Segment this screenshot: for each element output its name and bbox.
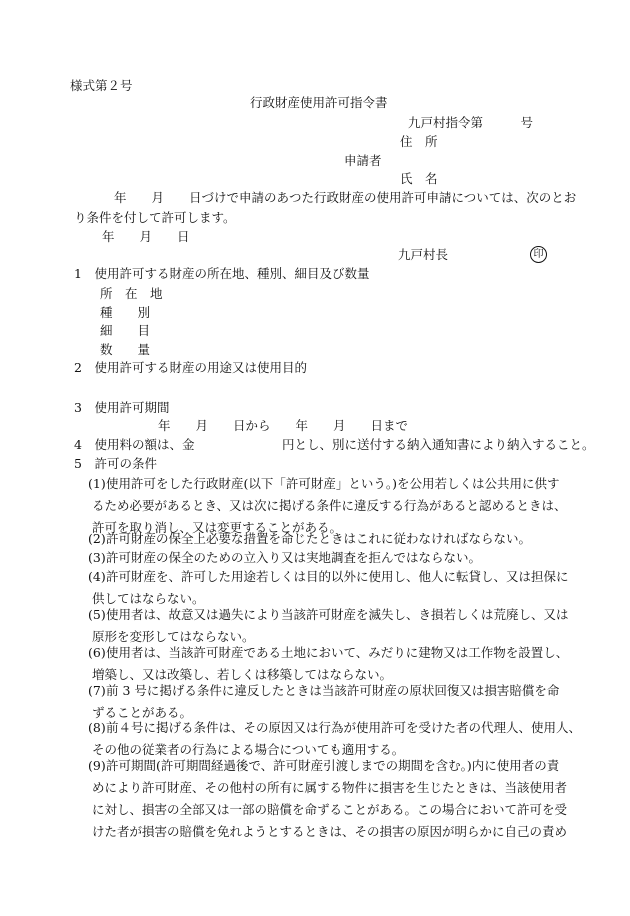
document-title: 行政財産使用許可指令書 xyxy=(250,95,388,110)
condition-line: けた者が損害の賠償を免れようとするときは、その損害の原因が明らかに自己の責め xyxy=(92,824,568,839)
section-1-heading: 1 使用許可する財産の所在地、種別、細目及び数量 xyxy=(74,266,370,281)
condition-line: 原形を変形してはならない。 xyxy=(92,629,255,644)
name-label: 氏 名 xyxy=(400,171,438,186)
section-2-heading: 2 使用許可する財産の用途又は使用目的 xyxy=(74,360,307,375)
condition-line: 許可財産の保全上必要な措置を命じたときはこれに従わなければならない。 xyxy=(106,531,532,546)
item-type: 種 別 xyxy=(100,305,151,320)
intro-line-2: り条件を付して許可します。 xyxy=(74,210,236,225)
permit-period: 年 月 日から 年 月 日まで xyxy=(158,418,409,433)
condition-line: 使用者は、故意又は過失により当該許可財産を滅失し、き損若しくは荒廃し、又は xyxy=(106,607,569,622)
condition-line: るため必要があるとき、又は次に掲げる条件に違反する行為があると認めるときは、 xyxy=(92,498,567,513)
issue-date: 年 月 日 xyxy=(102,229,190,244)
condition-number: (6) xyxy=(88,645,106,660)
address-label: 住 所 xyxy=(400,134,438,149)
seal-mark: 印 xyxy=(530,246,547,263)
condition-line: 供してはならない。 xyxy=(92,591,205,606)
condition-line: 許可財産の保全のための立入り又は実地調査を拒んではならない。 xyxy=(106,550,482,565)
condition-number: (7) xyxy=(88,683,106,698)
item-details: 細 目 xyxy=(100,323,151,338)
condition-line: 前 3 号に掲げる条件に違反したときは当該許可財産の原状回復又は損害賠償を命 xyxy=(106,683,560,698)
condition-number: (4) xyxy=(88,569,106,584)
condition-number: (8) xyxy=(88,720,106,735)
section-3-heading: 3 使用許可期間 xyxy=(74,400,170,415)
condition-number: (2) xyxy=(88,531,106,546)
intro-line-1: 年 月 日づけで申請のあつた行政財産の使用許可申請については、次のとお xyxy=(114,190,577,205)
condition-number: (5) xyxy=(88,607,106,622)
condition-line: 使用者は、当該許可財産である土地において、みだりに建物又は工作物を設置し、 xyxy=(106,645,569,660)
form-number: 様式第２号 xyxy=(70,78,133,93)
condition-line: 使用許可をした行政財産(以下「許可財産」という。)を公用若しくは公共用に供す xyxy=(106,476,560,491)
section-4-heading: 4 使用料の額は、金 円とし、別に送付する納入通知書により納入すること。 xyxy=(74,437,595,452)
condition-line: 許可期間(許可期間経過後で、許可財産引渡しまでの期間を含む。)内に使用者の責 xyxy=(106,758,560,773)
condition-line: その他の従業者の行為による場合についても適用する。 xyxy=(92,742,405,757)
applicant-label: 申請者 xyxy=(344,153,382,168)
condition-line: 許可財産を、許可した用途若しくは目的以外に使用し、他人に転貸し、又は担保に xyxy=(106,569,569,584)
mayor-title: 九戸村長 xyxy=(398,247,449,262)
directive-number: 九戸村指令第 号 xyxy=(408,115,534,130)
item-location: 所 在 地 xyxy=(100,286,163,301)
condition-line: 増築し、又は改築し、若しくは移築してはならない。 xyxy=(92,667,393,682)
condition-number: (3) xyxy=(88,550,106,565)
condition-line: めにより許可財産、その他村の所有に属する物件に損害を生じたときは、当該使用者 xyxy=(92,780,568,795)
condition-line: 前４号に掲げる条件は、その原因又は行為が使用許可を受けた者の代理人、使用人、 xyxy=(106,720,582,735)
condition-number: (9) xyxy=(88,758,106,773)
condition-line: に対し、損害の全部又は一部の賠償を命ずることがある。この場合において許可を受 xyxy=(92,802,568,817)
condition-9 xyxy=(78,755,568,843)
item-quantity: 数 量 xyxy=(100,342,151,357)
condition-line: 許可を取り消し、又は変更することがある。 xyxy=(92,520,343,535)
condition-number: (1) xyxy=(88,476,106,491)
condition-line: ずることがある。 xyxy=(92,705,193,720)
section-5-heading: 5 許可の条件 xyxy=(74,456,157,471)
